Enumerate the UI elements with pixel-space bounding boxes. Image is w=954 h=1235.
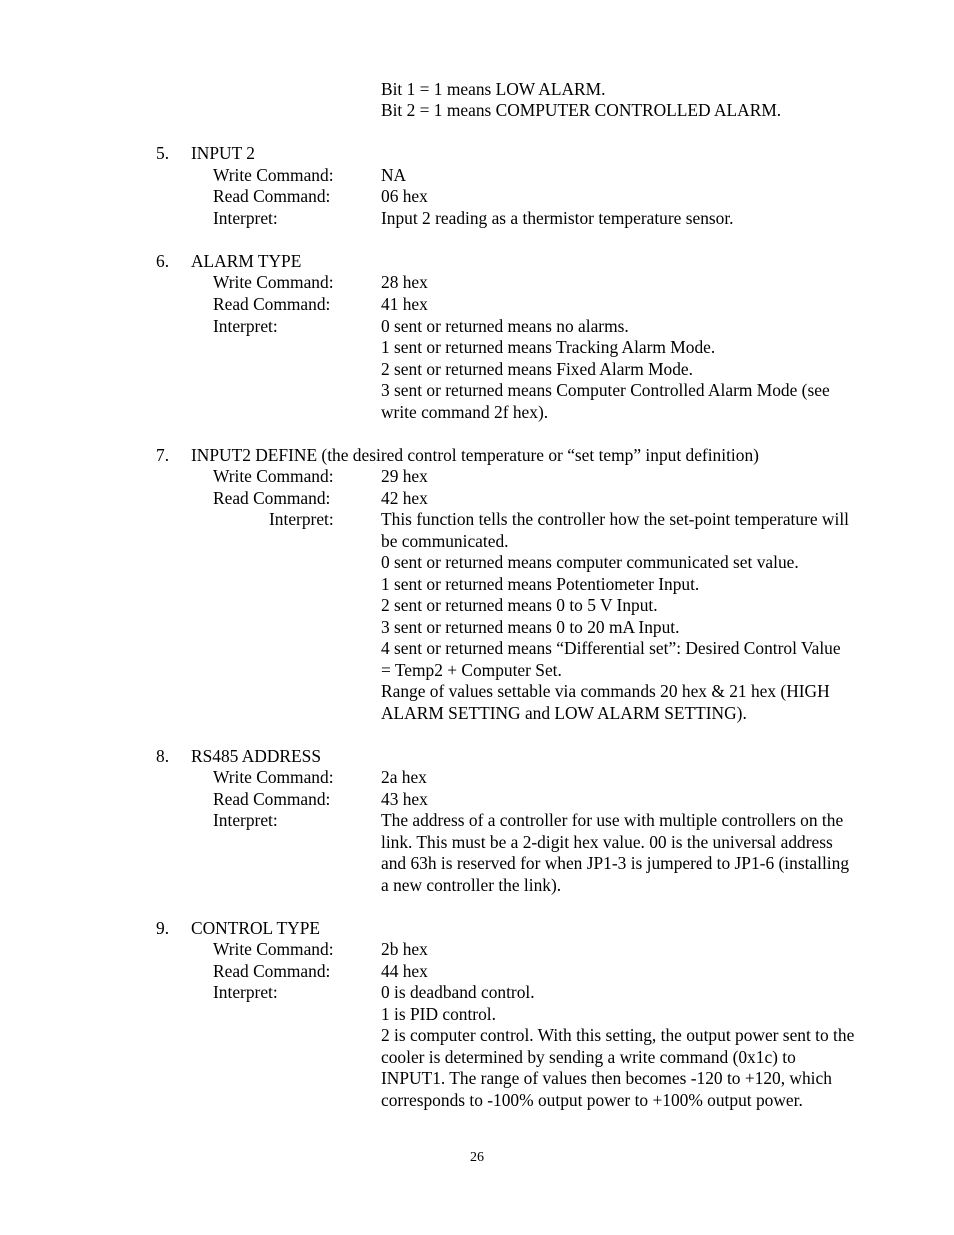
interpret-line: 0 sent or returned means computer communicated set value. (381, 552, 799, 572)
interpret-line: a new controller the link). (381, 875, 562, 895)
interpret-line: 1 sent or returned means Potentiometer Input. (381, 574, 700, 594)
interpret-label: Interpret: (213, 810, 278, 830)
interpret-label: Interpret: (213, 982, 278, 1002)
read-command-value: 41 hex (381, 294, 428, 314)
write-command-value: 2a hex (381, 767, 427, 787)
section-number: 8. (156, 746, 170, 766)
read-command-value: 06 hex (381, 186, 428, 206)
interpret-line: 0 is deadband control. (381, 982, 535, 1002)
write-command-label: Write Command: (213, 767, 334, 787)
interpret-line: 3 sent or returned means 0 to 20 mA Input. (381, 617, 680, 637)
interpret-line: write command 2f hex). (381, 402, 549, 422)
read-command-label: Read Command: (213, 961, 331, 981)
write-command-value: NA (381, 165, 407, 185)
read-command-value: 42 hex (381, 488, 428, 508)
section-title: INPUT 2 (191, 143, 255, 163)
interpret-label: Interpret: (213, 208, 278, 228)
section-title: ALARM TYPE (191, 251, 302, 271)
interpret-line: 1 sent or returned means Tracking Alarm Mode. (381, 337, 716, 357)
interpret-line: 3 sent or returned means Computer Controlled Alarm Mode (see (381, 380, 830, 400)
write-command-label: Write Command: (213, 939, 334, 959)
interpret-line: 1 is PID control. (381, 1004, 496, 1024)
read-command-label: Read Command: (213, 789, 331, 809)
interpret-line: be communicated. (381, 531, 509, 551)
page-number: 26 (470, 1150, 484, 1165)
interpret-label: Interpret: (213, 316, 278, 336)
write-command-value: 29 hex (381, 466, 428, 486)
intro-line: Bit 2 = 1 means COMPUTER CONTROLLED ALARM. (381, 100, 782, 120)
interpret-line: The address of a controller for use with multiple controllers on the (381, 810, 844, 830)
interpret-line: = Temp2 + Computer Set. (381, 660, 562, 680)
interpret-line: corresponds to -100% output power to +100% output power. (381, 1090, 803, 1110)
section-title: RS485 ADDRESS (191, 746, 321, 766)
interpret-line: 0 sent or returned means no alarms. (381, 316, 629, 336)
section-title: CONTROL TYPE (191, 918, 320, 938)
intro-line: Bit 1 = 1 means LOW ALARM. (381, 79, 606, 99)
interpret-line: cooler is determined by sending a write command (0x1c) to (381, 1047, 796, 1067)
read-command-label: Read Command: (213, 186, 331, 206)
interpret-line: Input 2 reading as a thermistor temperature sensor. (381, 208, 734, 228)
interpret-line: 2 sent or returned means 0 to 5 V Input. (381, 595, 658, 615)
interpret-label: Interpret: (269, 509, 334, 529)
interpret-line: Range of values settable via commands 20 hex & 21 hex (HIGH (381, 681, 830, 701)
read-command-value: 44 hex (381, 961, 428, 981)
interpret-line: 2 is computer control. With this setting, the output power sent to the (381, 1025, 855, 1045)
interpret-line: INPUT1. The range of values then becomes -120 to +120, which (381, 1068, 832, 1088)
section-number: 9. (156, 918, 170, 938)
section-number: 6. (156, 251, 170, 271)
read-command-label: Read Command: (213, 294, 331, 314)
read-command-label: Read Command: (213, 488, 331, 508)
interpret-line: link. This must be a 2-digit hex value. 00 is the universal address (381, 832, 833, 852)
interpret-line: ALARM SETTING and LOW ALARM SETTING). (381, 703, 747, 723)
section-number: 7. (156, 445, 170, 465)
section-title: INPUT2 DEFINE (the desired control temperature or “set temp” input definition) (191, 445, 759, 465)
section-number: 5. (156, 143, 170, 163)
interpret-line: 4 sent or returned means “Differential set”: Desired Control Value (381, 638, 841, 658)
interpret-line: 2 sent or returned means Fixed Alarm Mode. (381, 359, 693, 379)
interpret-line: and 63h is reserved for when JP1-3 is jumpered to JP1-6 (installing (381, 853, 850, 873)
write-command-label: Write Command: (213, 165, 334, 185)
write-command-label: Write Command: (213, 466, 334, 486)
write-command-label: Write Command: (213, 272, 334, 292)
read-command-value: 43 hex (381, 789, 428, 809)
interpret-line: This function tells the controller how the set-point temperature will (381, 509, 849, 529)
write-command-value: 28 hex (381, 272, 428, 292)
write-command-value: 2b hex (381, 939, 428, 959)
